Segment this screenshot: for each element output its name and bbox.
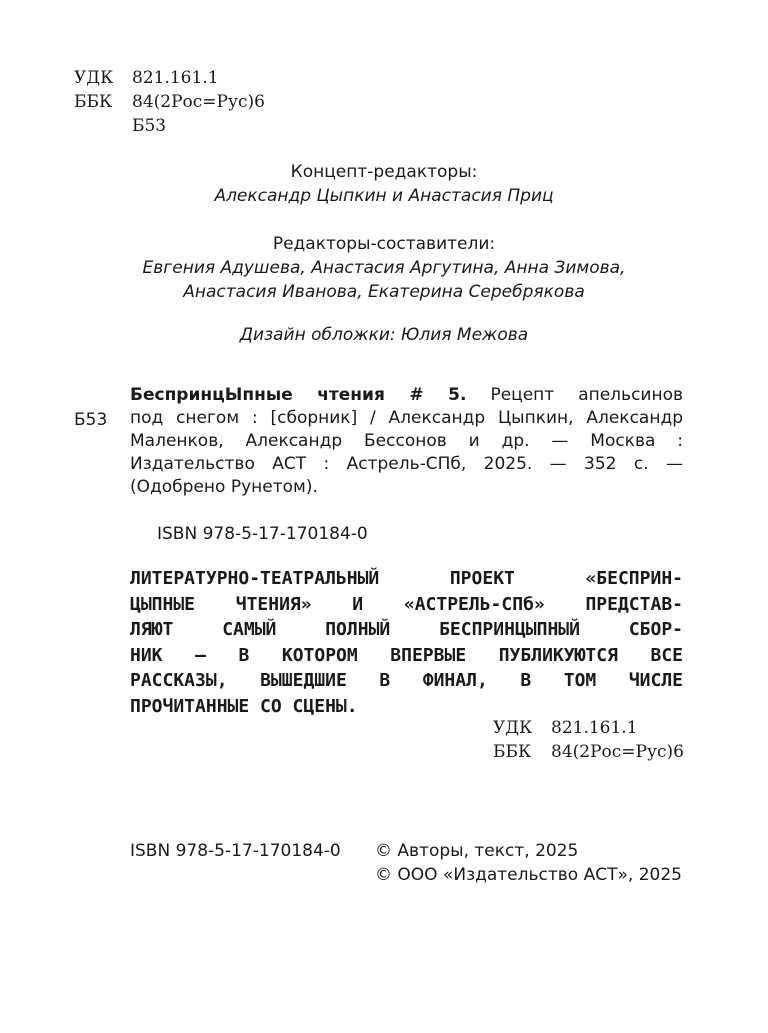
compilers-names-line1: Евгения Адушева, Анастасия Аргутина, Анна Зимова, [142,258,626,278]
annotation-block [130,566,683,719]
footer-copyrights [375,839,682,887]
copyright-authors: © Авторы, текст, 2025 [375,841,579,861]
annotation-line-2: ЦЫПНЫЕ ЧТЕНИЯ» И «АСТРЕЛЬ-СПб» ПРЕДСТАВ- [130,593,683,615]
bbk-value: 84(2Рос=Рус)6 [132,92,265,112]
bottom-udk-row [493,716,684,740]
bbk-label: ББК [74,92,113,112]
udk-label: УДК [74,68,114,88]
annotation-line-3: ЛЯЮТ САМЫЙ ПОЛНЫЙ БЕСПРИНЦЫПНЫЙ СБОР- [130,619,683,640]
compilers-names-line2: Анастасия Иванова, Екатерина Серебрякова [183,282,585,302]
concept-editors-block [0,160,768,208]
bottom-bbk-label: ББК [493,742,532,762]
annotation-line-1: ЛИТЕРАТУРНО-ТЕАТРАЛЬНЫЙ ПРОЕКТ «БЕСПРИН- [130,568,683,589]
bottom-udk-value: 821.161.1 [551,718,638,738]
biblio-line-5: (Одобрено Рунетом). [130,477,318,497]
top-udk-row [74,66,265,90]
concept-editors-names: Александр Цыпкин и Анастасия Приц [214,186,554,206]
copyright-publisher: © ООО «Издательство АСТ», 2025 [375,865,682,885]
bottom-bbk-value: 84(2Рос=Рус)6 [551,742,684,762]
top-bbk-row [74,90,265,114]
biblio-line-2: под снегом : [сборник] / Александр Цыпкин, Александр [130,408,683,428]
biblio-author-mark: Б53 [74,410,108,430]
bottom-udk-label: УДК [493,718,533,738]
bottom-classification-codes [493,716,684,764]
compilers-role: Редакторы-составители: [272,234,496,254]
annotation-line-4: НИК — В КОТОРОМ ВПЕРВЫЕ ПУБЛИКУЮТСЯ ВСЕ [130,644,683,666]
biblio-line-3: Маленков, Александр Бессонов и др. — Москва : [130,431,683,451]
author-mark: Б53 [132,116,167,136]
biblio-line-1 [130,384,683,407]
udk-value: 821.161.1 [132,68,219,88]
isbn-main: ISBN 978-5-17-170184-0 [157,524,368,544]
footer-isbn: ISBN 978-5-17-170184-0 [130,841,341,861]
top-author-mark-row [74,114,265,138]
top-classification-codes [74,66,265,138]
concept-editors-role: Концепт-редакторы: [290,162,478,182]
compilers-block [0,232,768,304]
book-subtitle-start: Рецепт апельсинов [490,385,683,405]
biblio-line-4: Издательство АСТ : Астрель-СПб, 2025. — 352 с. — [130,454,683,474]
cover-design-text: Дизайн обложки: Юлия Межова [239,325,529,345]
annotation-line-5: РАССКАЗЫ, ВЫШЕДШИЕ В ФИНАЛ, В ТОМ ЧИСЛЕ [130,670,683,691]
bottom-bbk-row [493,740,684,764]
book-title: БеспринцЫпные чтения # 5. [130,385,467,405]
cover-design-credit [0,323,768,347]
annotation-line-6: ПРОЧИТАННЫЕ СО СЦЕНЫ. [130,695,358,717]
bibliographic-description [130,384,683,499]
